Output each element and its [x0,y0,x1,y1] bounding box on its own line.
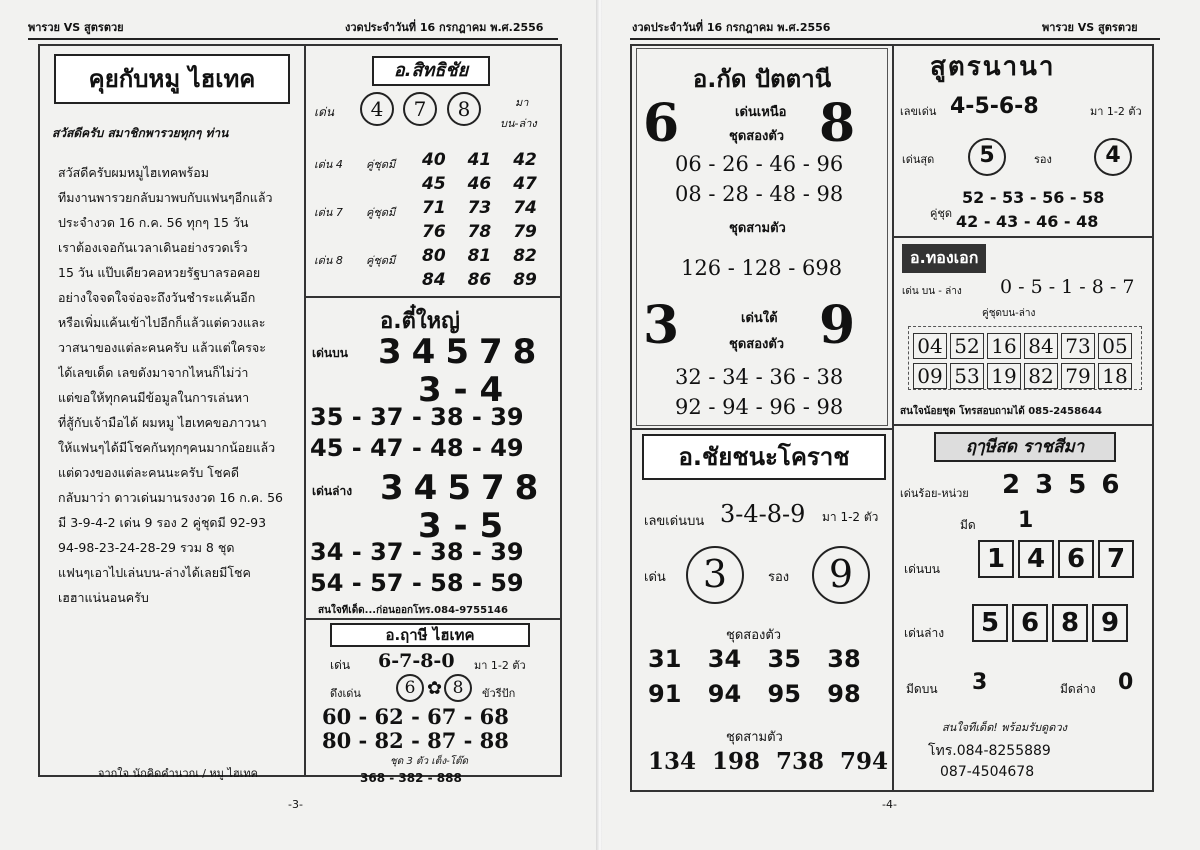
talk-signature: จากใจ นักคิดคำนวณ / หมู ไฮเทค [98,767,259,780]
pull-note: ขัวรีปัก [482,687,516,700]
header-rule [28,38,558,40]
sutra-lead-note: มา 1-2 ตัว [1090,105,1142,118]
rishi-row: 80 - 82 - 87 - 88 [322,728,509,753]
bottom-digits: 34578 [380,468,549,508]
pull-label: ดึงเด่น [330,687,361,700]
rishisot-footer: สนใจทีเด็ด! พร้อมรับดูดวง [942,721,1067,734]
lead-digit-circle: 4 [360,92,394,126]
kat-top-row: 08 - 28 - 48 - 98 [675,182,844,206]
top-digits: 34578 [378,332,547,372]
chaichana-triple-label: ชุดสามตัว [726,730,783,745]
rishi-note: ชุด 3 ตัว เต็ง-โต๊ด [390,756,469,767]
group-nums [422,150,552,170]
talk-line: เฮฮาแน่นอนครับ [58,590,149,605]
chaichana-lead-label: เลขเด่นบน [644,514,705,529]
kat-top-left: 6 [643,93,680,154]
chaichana-lead-value: 3-4-8-9 [720,500,806,528]
bottom-row: 54 - 57 - 58 - 59 [310,569,524,597]
talk-greeting: สวัสดีครับ สมาชิกพารวยทุกๆ ท่าน [52,126,229,140]
pair-number: 78 [467,222,492,242]
panel-divider [632,428,892,430]
mi-top-label: มีดบน [906,682,938,696]
bottom-pair: 3 - 5 [418,506,504,546]
digit-cell: 4 [1018,540,1054,578]
kat-bot-label: เด่นใต้ [741,311,778,326]
sutra-row: 42 - 43 - 46 - 48 [956,212,1099,231]
rishisot-lead-value: 2 3 5 6 [1002,470,1120,500]
pair-number: 42 [513,150,537,170]
lead-digit-circle: 8 [447,92,481,126]
top-row: 45 - 47 - 48 - 49 [310,434,524,462]
rishi-row: 60 - 62 - 67 - 68 [322,704,509,729]
chaichana-row: 31 34 35 38 [648,645,861,673]
running-header-date: งวดประจำวันที่ 16 กรกฎาคม พ.ศ.2556 [345,21,544,34]
top-pair: 3 - 4 [418,370,504,410]
pair-cell: 05 [1098,333,1132,359]
talk-line: ได้เลขเด็ด เลขดังมาจากไหนก็ไม่ว่า [58,365,249,380]
come-sub: บน-ล่าง [500,117,537,130]
rishisot-title: ฤๅษีสด ราชสีมา [934,432,1116,462]
digit-cell: 8 [1052,604,1088,642]
kat-panel [636,48,888,426]
mi-top-value: 3 [972,670,988,695]
strong-label: เด่นสุด [902,153,935,166]
pair-cell: 82 [1024,363,1058,389]
pair-cell: 53 [950,363,984,389]
pair-number: 86 [467,270,492,290]
pair-number: 74 [513,198,537,218]
mi-value: 1 [1018,508,1034,533]
talk-line: มี 3-9-4-2 เด่น 9 รอง 2 คู่ชุดมี 92-93 [58,515,267,530]
kat-top-label: เด่นเหนือ [735,105,787,120]
sutra-lead-value: 4-5-6-8 [950,94,1039,119]
second-label: รอง [1034,153,1052,166]
talk-line: 94-98-23-24-28-29 รวม 8 ชุด [58,540,235,555]
kat-top-sub: ชุดสองตัว [729,129,785,144]
panel-divider [306,618,560,620]
teeyai-title: อ.ตี๋ใหญ่ [380,309,460,334]
talk-line: แต่ดวงของแต่ละคนนะครับ โชคดี [58,465,239,480]
pair-number: 45 [422,174,446,194]
talk-line: ประจำงวด 16 ก.ค. 56 ทุกๆ 15 วัน [58,215,249,230]
teeyai-footer: สนใจทีเด็ด...ก่อนออกโทร.084-9755146 [318,605,508,616]
pair-number: 47 [513,174,537,194]
digit-cell: 6 [1058,540,1094,578]
group-lead: เด่น 7 [314,206,343,219]
sutra-pair-label: คู่ชุด [930,207,952,220]
group-nums [422,270,552,290]
chaichana-pair-label: ชุดสองตัว [726,628,782,643]
running-header-date: งวดประจำวันที่ 16 กรกฎาคม พ.ศ.2556 [632,21,831,34]
rishisot-top-label: เด่นบน [904,562,940,576]
talk-line: อย่างใจจดใจจ่อจะถึงวันชำระแค้นอีก [58,290,256,305]
top-row: 35 - 37 - 38 - 39 [310,403,524,431]
pair-number: 76 [422,222,446,242]
kat-triple-row: 126 - 128 - 698 [681,256,843,280]
kat-top-right: 8 [819,93,856,154]
thongek-title: อ.ทองเอก [902,244,986,273]
pair-cell: 09 [913,363,947,389]
digit-cell: 6 [1012,604,1048,642]
chaichana-row: 91 94 95 98 [648,680,861,708]
talk-line: กลับมาว่า ดาวเด่นมานรงงวด 16 ก.ค. 56 [58,490,283,505]
pair-number: 73 [467,198,492,218]
group-nums [422,198,552,218]
panel-divider [894,424,1152,426]
group-nums [422,222,552,242]
top-label: เด่นบน [312,346,348,360]
pair-number: 89 [513,270,537,290]
column-divider [304,46,306,775]
chaichana-second-label: รอง [768,570,790,585]
pair-cell: 18 [1098,363,1132,389]
talk-line: เราต้องเจอกันเวลาเดินอย่างรวดเร็ว [58,240,248,255]
come-label: มา [515,96,529,109]
panel-divider [894,236,1152,238]
rishisot-lead-label: เด่นร้อย-หน่วย [900,487,969,500]
pair-number: 79 [513,222,537,242]
sutra-lead-label: เลขเด่น [900,105,937,118]
rishisot-phone: 087-4504678 [940,764,1035,780]
digit-cell: 5 [972,604,1008,642]
sitthichok-lead-label: เด่น [314,105,335,119]
kat-bot-row: 32 - 34 - 36 - 38 [675,365,844,389]
digit-cell: 9 [1092,604,1128,642]
pair-number: 40 [422,150,446,170]
sutra-title: สูตรนานา [930,52,1056,82]
kat-bot-right: 9 [819,295,856,356]
bottom-row: 34 - 37 - 38 - 39 [310,538,524,566]
pair-cell: 04 [913,333,947,359]
pair-number: 46 [467,174,492,194]
lead-digit-circle: 7 [403,92,437,126]
talk-line: 15 วัน แป๊บเดียวคอหวยรัฐบาลรอคอย [58,265,261,280]
page-4 [602,0,1200,850]
pair-label: คู่ชุดมี [366,158,396,171]
talk-line: ทีมงานพารวยกลับมาพบกับแฟนๆอีกแล้ว [58,190,273,205]
mi-bottom-value: 0 [1118,670,1134,695]
thongek-lead-label: เด่น บน - ล่าง [902,286,962,297]
pair-number: 81 [467,246,492,266]
pair-label: คู่ชุดมี [366,254,396,267]
flower-ornament-icon: ✿ [427,678,443,699]
rishisot-bottom-label: เด่นล่าง [904,626,945,640]
group-nums [422,174,552,194]
header-rule [630,38,1160,40]
kat-triple-label: ชุดสามตัว [729,221,786,236]
pair-cell: 16 [987,333,1021,359]
pair-label: คู่ชุดมี [366,206,396,219]
chaichana-triple-row: 134 198 738 794 [648,748,889,775]
talk-line: แต่ขอให้ทุกคนมีข้อมูลในการเล่นหา [58,390,250,405]
page-3 [0,0,598,850]
kat-top-row: 06 - 26 - 46 - 96 [675,152,844,176]
second-circle: 4 [1094,138,1132,176]
chaichana-strong-circle: 3 [686,546,744,604]
kat-bot-sub: ชุดสองตัว [729,337,785,352]
kat-bot-row: 92 - 94 - 96 - 98 [675,395,844,419]
talk-line: ให้แฟนๆได้มีโชคกันทุกๆคนมากน้อยแล้ว [58,440,276,455]
chaichana-strong-label: เด่น [644,570,666,585]
group-lead: เด่น 8 [314,254,343,267]
pull-circle: 8 [444,674,472,702]
chaichana-title: อ.ชัยชนะโคราช [642,434,886,480]
pair-number: 41 [467,150,492,170]
panel-divider [306,296,560,298]
column-divider [892,46,894,790]
bottom-label: เด่นล่าง [312,484,353,498]
pull-circle: 6 [396,674,424,702]
thongek-pair-label: คู่ชุดบน-ล่าง [982,308,1036,319]
rishi-title: อ.ฤาษี ไฮเทค [330,623,530,647]
talk-paragraph [58,160,298,610]
rishi-triples: 368 - 382 - 888 [360,771,462,785]
pair-number: 80 [422,246,446,266]
sitthichok-title: อ.สิทธิชัย [372,56,490,86]
chaichana-second-circle: 9 [812,546,870,604]
pair-cell: 84 [1024,333,1058,359]
rishi-lead-note: มา 1-2 ตัว [474,659,526,672]
sutra-row: 52 - 53 - 56 - 58 [962,188,1105,207]
group-lead: เด่น 4 [314,158,343,171]
talk-line: ที่สู้กับเจ้ามือได้ ผมหมู ไฮเทคขอภาวนา [58,415,267,430]
mi-label: มีด [960,518,976,532]
pair-cell: 19 [987,363,1021,389]
thongek-lead-value: 0 - 5 - 1 - 8 - 7 [1000,276,1135,298]
kat-title: อ.กัด ปัตตานี [692,65,832,93]
pair-number: 82 [513,246,537,266]
rishi-lead-label: เด่น [330,658,351,672]
talk-line: สวัสดีครับผมหมูไฮเทคพร้อม [58,165,209,180]
pair-cell: 73 [1061,333,1095,359]
digit-cell: 7 [1098,540,1134,578]
digit-cell: 1 [978,540,1014,578]
pair-number: 71 [422,198,446,218]
page-number: -3- [288,798,303,811]
talk-line: หรือเพิ่มแค้นเข้าไปอีกก็แล้วแต่ดวงและ [58,315,266,330]
thongek-footer: สนใจน้อยชุด โทรสอบถามได้ 085-2458644 [900,406,1102,417]
mi-bottom-label: มีดล่าง [1060,682,1096,696]
chaichana-lead-note: มา 1-2 ตัว [822,510,879,524]
talk-title: คุยกับหมู ไฮเทค [54,54,290,104]
talk-line: วาสนาของแต่ละคนครับ แล้วแต่ใครจะ [58,340,266,355]
pair-number: 84 [422,270,446,290]
kat-bot-left: 3 [643,295,680,356]
pair-cell: 79 [1061,363,1095,389]
talk-line: แฟนๆเอาไปเล่นบน-ล่างได้เลยมีโชค [58,565,251,580]
running-header-right: พารวย VS สูตรตวย [1042,21,1138,34]
rishisot-phone: โทร.084-8255889 [928,743,1051,759]
running-header-left: พารวย VS สูตรตวย [28,21,124,34]
strong-circle: 5 [968,138,1006,176]
pair-cell: 52 [950,333,984,359]
page-number: -4- [882,798,897,811]
group-nums [422,246,552,266]
rishi-lead-value: 6-7-8-0 [378,650,455,672]
